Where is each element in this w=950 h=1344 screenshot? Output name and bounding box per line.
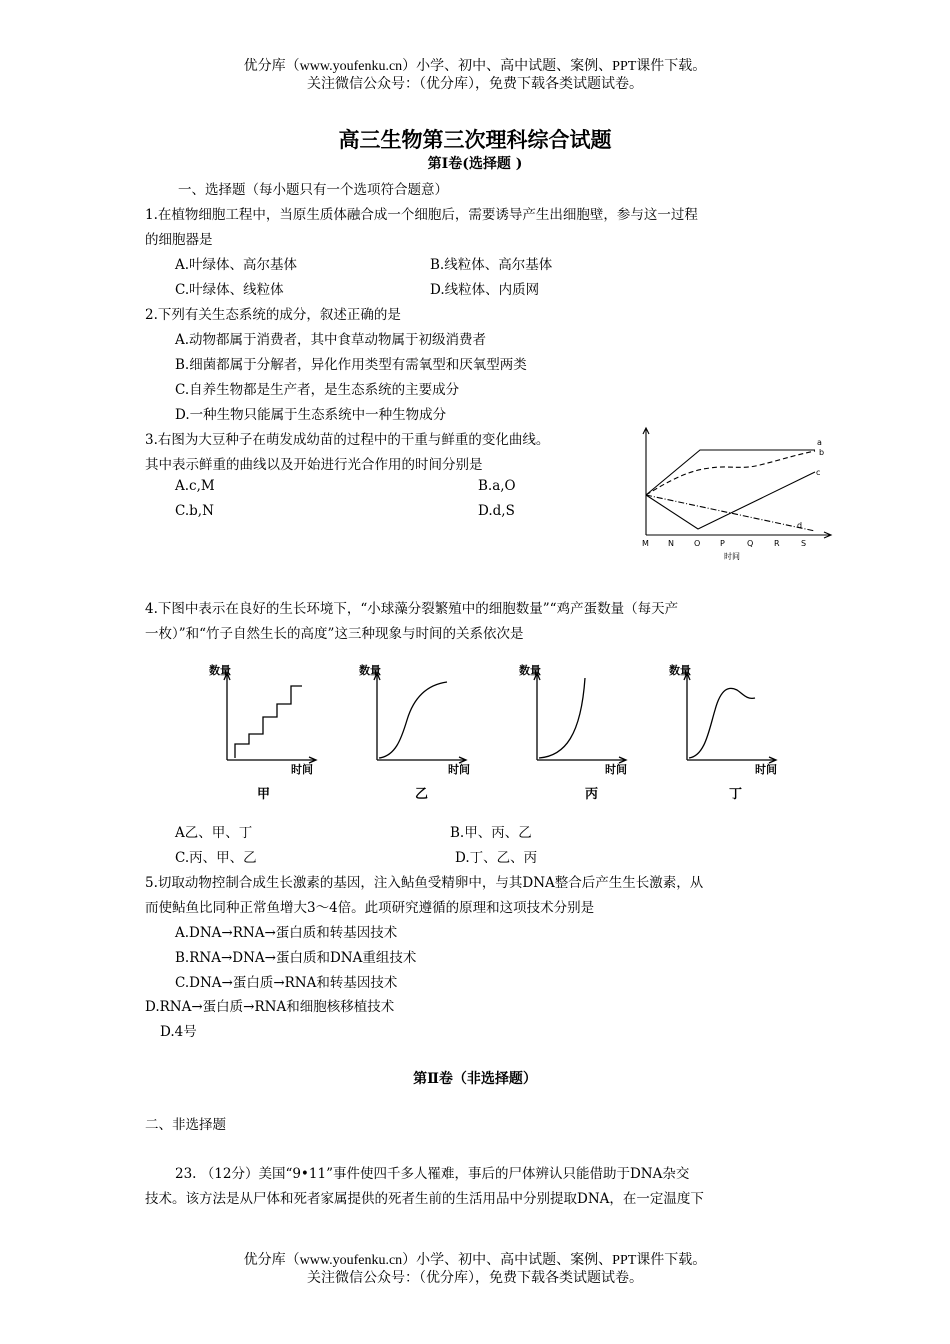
- header-line-2: 关注微信公众号：（优分库），免费下载各类试题试卷。: [307, 77, 643, 92]
- q3-curve-a: [646, 450, 815, 495]
- q4-bing-curve: [539, 678, 585, 758]
- q4-graph-jia: [205, 660, 325, 810]
- q3-tick-Q: Q: [747, 539, 754, 548]
- q4-yi-curve: [379, 682, 447, 758]
- q3-option-c: C.b,N: [175, 503, 214, 519]
- q3-label-d: d: [797, 521, 803, 530]
- footer-line-1: 优分库（www.youfenku.cn）小学、初中、高中试题、案例、PPT课件下载。: [243, 1253, 707, 1268]
- q3-label-a: a: [817, 438, 822, 447]
- footer-line-2: 关注微信公众号：（优分库），免费下载各类试题试卷。: [307, 1271, 643, 1286]
- q4-jia-curve: [235, 686, 302, 758]
- q1-option-d: D.线粒体、内质网: [430, 282, 540, 298]
- q4-graph-ding: [665, 660, 785, 810]
- q4-bing-xlabel: 时间: [605, 763, 627, 776]
- q5-extra: D.4号: [160, 1024, 197, 1040]
- q4-yi-name: 乙: [415, 787, 429, 802]
- q3-tick-R: R: [774, 539, 780, 548]
- q4-graph-yi: [355, 660, 475, 810]
- q3-option-a: A.c,M: [175, 478, 215, 494]
- q3-chart: [630, 425, 840, 565]
- section1-heading: 一、选择题（每小题只有一个选项符合题意）: [178, 182, 448, 198]
- q4-option-b: B.甲、丙、乙: [450, 825, 532, 841]
- q4-stem-2: 一枚）”和“竹子自然生长的高度”这三种现象与时间的关系依次是: [145, 626, 524, 642]
- q5-option-c: C.DNA→蛋白质→RNA和转基因技术: [175, 975, 398, 991]
- q1-option-b: B.线粒体、高尔基体: [430, 257, 553, 273]
- q3-stem-1: 3.右图为大豆种子在萌发成幼苗的过程中的干重与鲜重的变化曲线。: [145, 432, 550, 448]
- q3-tick-M: M: [642, 539, 649, 548]
- q3-label-c: c: [816, 468, 821, 477]
- q3-option-b: B.a,O: [478, 478, 516, 494]
- q4-option-d: D.丁、乙、丙: [455, 850, 538, 866]
- q1-stem-2: 的细胞器是: [145, 232, 213, 248]
- part2-title: 第Ⅱ卷（非选择题）: [413, 1071, 537, 1087]
- q2-stem: 2.下列有关生态系统的成分，叙述正确的是: [145, 307, 401, 323]
- q5-stem-2: 而使鲇鱼比同种正常鱼增大3～4倍。此项研究遵循的原理和这项技术分别是: [145, 900, 595, 916]
- q5-option-a: A.DNA→RNA→蛋白质和转基因技术: [175, 925, 398, 941]
- q23-line-1: 23. （12分）美国“9•11”事件使四千多人罹难，事后的尸体辨认只能借助于DNA杂交: [175, 1166, 690, 1182]
- q3-tick-P: P: [720, 539, 725, 548]
- q4-option-c: C.丙、甲、乙: [175, 850, 257, 866]
- q3-stem-2: 其中表示鲜重的曲线以及开始进行光合作用的时间分别是: [145, 457, 483, 473]
- q4-stem-1: 4.下图中表示在良好的生长环境下，“小球藻分裂繁殖中的细胞数量”“鸡产蛋数量（每天产: [145, 601, 679, 617]
- q4-ding-curve: [689, 688, 755, 758]
- q5-stem-1: 5.切取动物控制合成生长激素的基因，注入鲇鱼受精卵中，与其DNA整合后产生生长激素，从: [145, 875, 704, 891]
- q2-option-c: C.自养生物都是生产者，是生态系统的主要成分: [175, 382, 460, 398]
- q4-yi-xlabel: 时间: [448, 763, 470, 776]
- q1-option-a: A.叶绿体、高尔基体: [175, 257, 298, 273]
- q3-tick-O: O: [694, 539, 701, 548]
- q3-tick-N: N: [668, 539, 674, 548]
- q2-option-d: D.一种生物只能属于生态系统中一种生物成分: [175, 407, 447, 423]
- q4-ding-ylabel: 数量: [669, 664, 691, 677]
- q4-ding-name: 丁: [729, 787, 743, 802]
- q4-bing-ylabel: 数量: [519, 664, 541, 677]
- q2-option-b: B.细菌都属于分解者，异化作用类型有需氧型和厌氧型两类: [175, 357, 527, 373]
- q4-jia-xlabel: 时间: [291, 763, 313, 776]
- q3-x-label: 时间: [724, 552, 740, 561]
- q5-option-b: B.RNA→DNA→蛋白质和DNA重组技术: [175, 950, 417, 966]
- q1-option-c: C.叶绿体、线粒体: [175, 282, 284, 298]
- q3-tick-S: S: [801, 539, 807, 548]
- q4-ding-xlabel: 时间: [755, 763, 777, 776]
- q3-curve-b: [646, 451, 815, 495]
- q4-jia-ylabel: 数量: [209, 664, 231, 677]
- page-title: 高三生物第三次理科综合试题: [338, 127, 612, 152]
- part1-title: 第Ⅰ卷(选择题 ): [427, 156, 523, 172]
- q5-option-d: D.RNA→蛋白质→RNA和细胞核移植技术: [145, 999, 395, 1015]
- q3-option-d: D.d,S: [478, 503, 515, 519]
- q3-label-b: b: [819, 448, 825, 457]
- q2-option-a: A.动物都属于消费者，其中食草动物属于初级消费者: [175, 332, 487, 348]
- q23-line-2: 技术。该方法是从尸体和死者家属提供的死者生前的生活用品中分别提取DNA，在一定温度下: [145, 1191, 704, 1207]
- header-line-1: 优分库（www.youfenku.cn）小学、初中、高中试题、案例、PPT课件下载。: [243, 59, 707, 74]
- q1-stem-1: 1.在植物细胞工程中，当原生质体融合成一个细胞后，需要诱导产生出细胞壁，参与这一过程: [145, 207, 698, 223]
- section2-heading: 二、非选择题: [145, 1117, 226, 1133]
- q4-jia-name: 甲: [257, 787, 271, 802]
- q4-option-a: A乙、甲、丁: [175, 825, 253, 841]
- q4-bing-name: 丙: [585, 787, 599, 802]
- q4-yi-ylabel: 数量: [359, 664, 381, 677]
- q4-graph-bing: [515, 660, 635, 810]
